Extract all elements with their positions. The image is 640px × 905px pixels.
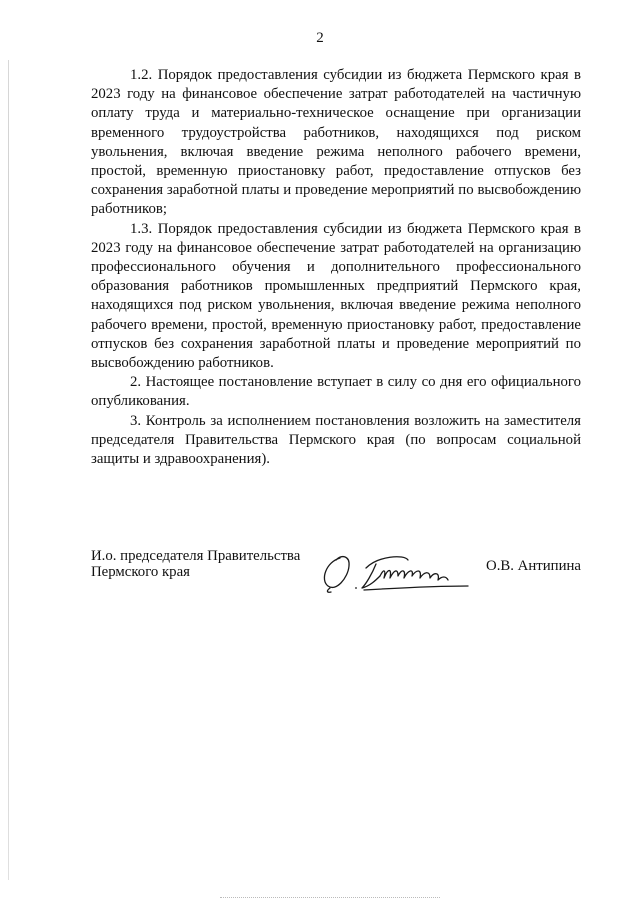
scan-edge-line [8,60,9,880]
scan-bottom-artifact [220,897,440,900]
signatory-title [91,548,300,580]
signatory-title-line2: Пермского края [91,564,190,580]
signature-block [91,548,581,598]
signatory-title-line1: И.о. председателя Правительства [91,548,301,564]
signatory-name: О.В. Антипина [486,558,581,574]
handwritten-signature [318,546,488,596]
paragraph-2: 2. Настоящее постановление вступает в силу со дня его официального опубликования. [91,374,581,410]
paragraph-1-3: 1.3. Порядок предоставления субсидии из бюджета Пермского края в 2023 году на финансовое обеспечение затрат работодателей на организацию профессионального обучения и дополнительного профессионального образования работников промышленных предприятий Пермского края, находящихся под риском увольнения, включая введение режима неполного рабочего времени, простой, временную приостановку работ, предоставление отпусков без сохранения заработной платы и проведение мероприятий по высвобождению работников. [91,220,581,372]
document-body [91,66,581,469]
paragraph-1-2: 1.2. Порядок предоставления субсидии из бюджета Пермского края в 2023 году на финансовое обеспечение затрат работодателей на частичную оплату труда и материально-техническое оснащение при организации временного трудоустройства работников, находящихся под риском увольнения, включая введение режима неполного рабочего времени, простой, временную приостановку работ, предоставление отпусков без сохранения заработной платы и проведение мероприятий по высвобождению работников; [91,67,581,218]
paragraph-3: 3. Контроль за исполнением постановления возложить на заместителя председателя Правительства Пермского края (по вопросам социальной защиты и здравоохранения). [91,412,581,468]
page-number: 2 [316,30,324,46]
